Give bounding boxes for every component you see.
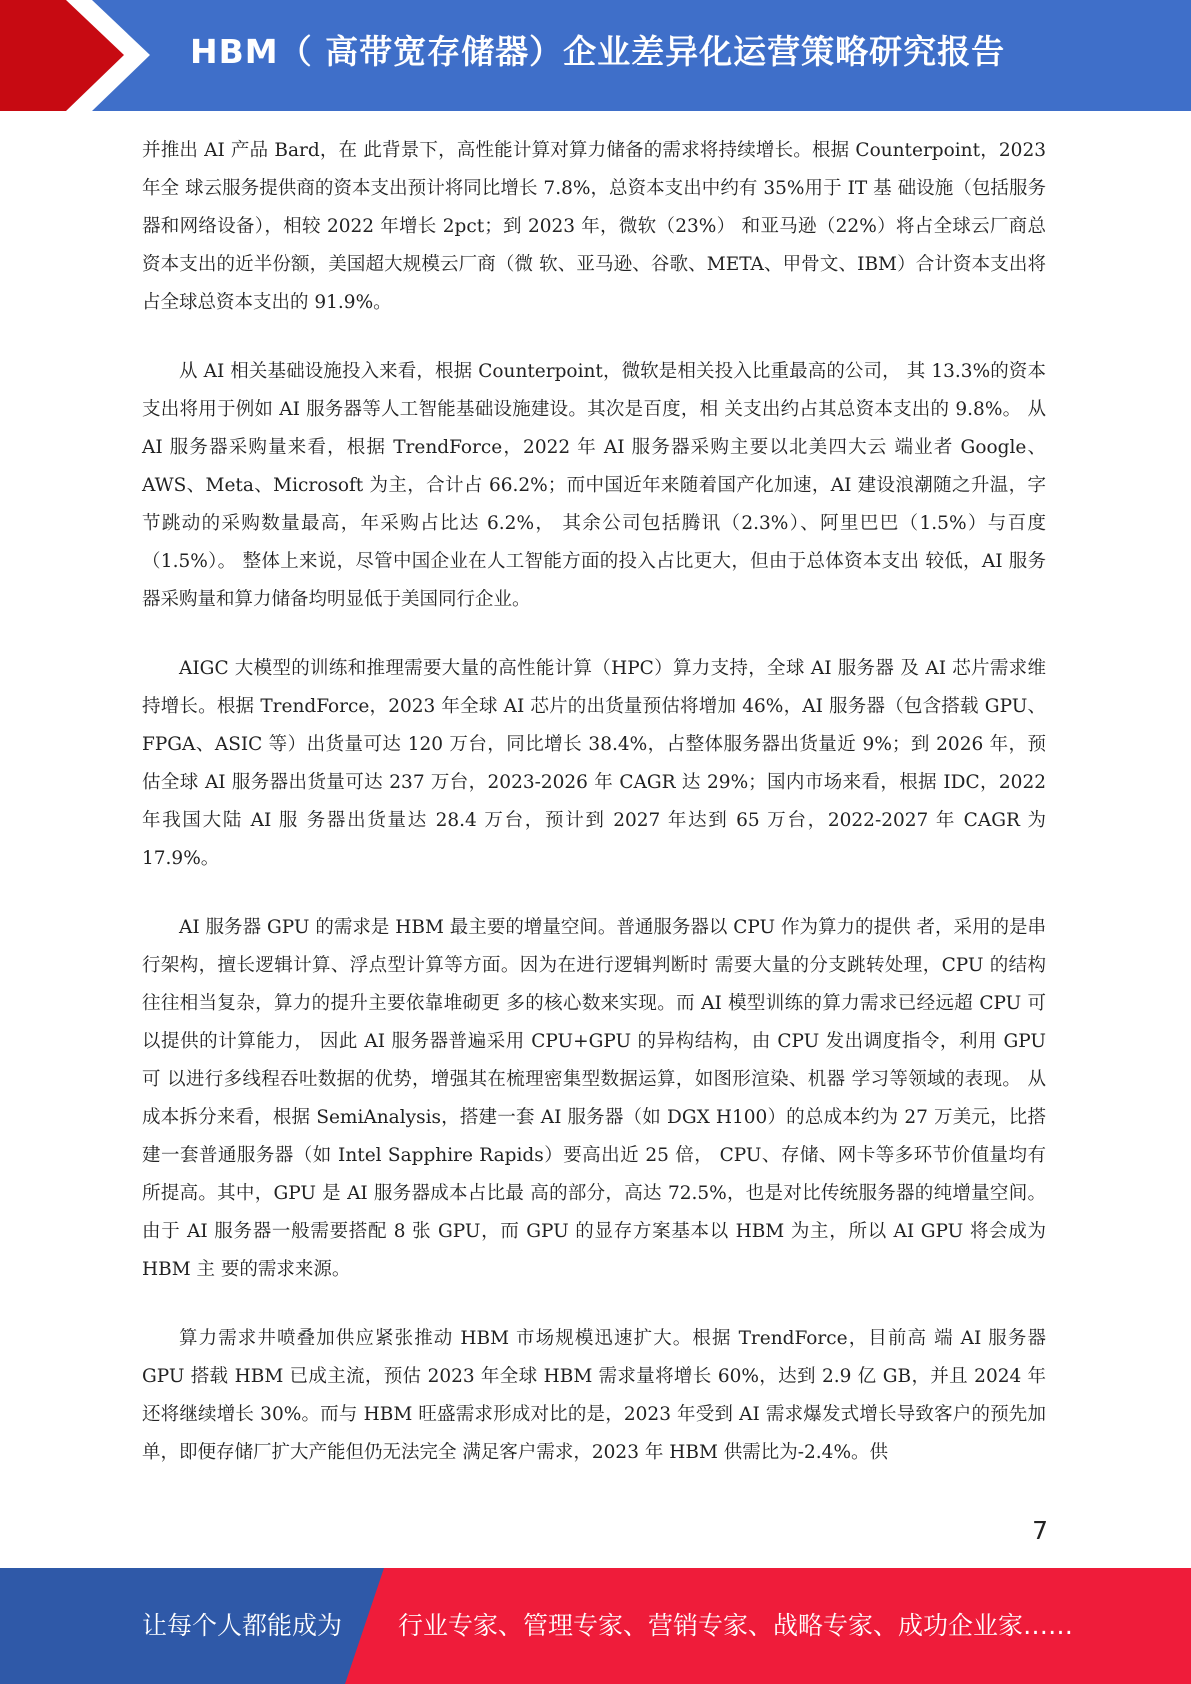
report-title: HBM（ 高带宽存储器）企业差异化运营策略研究报告 xyxy=(190,32,1006,71)
paragraph-2: 从 AI 相关基础设施投入来看，根据 Counterpoint，微软是相关投入比重最高的公司， 其 13.3%的资本支出将用于例如 AI 服务器等人工智能基础设施建设。其次是百度，相 关支出约占其总资本支出的 9.8%。 从 AI 服务器采购量来看，根据 TrendForce，2022 年 AI 服务器采购主要以北美四大云 端业者 Google、AWS、Meta、Microsoft 为主，合计占 66.2%；而中国近年来随着国产化加速，AI 建设浪潮随之升温，字节跳动的采购数量最高，年采购占比达 6.2%， 其余公司包括腾讯（2.3%）、阿里巴巴（1.5%）与百度（1.5%）。 整体上来说，尽管中国企业在人工智能方面的投入占比更大，但由于总体资本支出 较低，AI 服务器采购量和算力储备均明显低于美国同行企业。 xyxy=(142,361,1046,610)
footer-slogan-right: 行业专家、管理专家、营销专家、战略专家、成功企业家…… xyxy=(398,1611,1074,1640)
paragraph-4: AI 服务器 GPU 的需求是 HBM 最主要的增量空间。普通服务器以 CPU 作为算力的提供 者，采用的是串行架构，擅长逻辑计算、浮点型计算等方面。因为在进行逻辑判断时 需要大量的分支跳转处理，CPU 的结构往往相当复杂，算力的提升主要依靠堆砌更 多的核心数来实现。而 AI 模型训练的算力需求已经远超 CPU 可以提供的计算能力， 因此 AI 服务器普遍采用 CPU+GPU 的异构结构，由 CPU 发出调度指令，利用 GPU 可 以进行多线程吞吐数据的优势，增强其在梳理密集型数据运算，如图形渲染、机器 学习等领域的表现。 从成本拆分来看，根据 SemiAnalysis，搭建一套 AI 服务器（如 DGX H100）的总成本约为 27 万美元，比搭建一套普通服务器（如 Intel Sapphire Rapids）要高出近 25 倍， CPU、存储、网卡等多环节价值量均有所提高。其中，GPU 是 AI 服务器成本占比最 高的部分，高达 72.5%，也是对比传统服务器的纯增量空间。由于 AI 服务器一般需要搭配 8 张 GPU，而 GPU 的显存方案基本以 HBM 为主，所以 AI GPU 将会成为 HBM 主 要的需求来源。 xyxy=(142,917,1046,1280)
page-number: 7 xyxy=(1032,1516,1048,1545)
paragraph-1: 并推出 AI 产品 Bard，在 此背景下，高性能计算对算力储备的需求将持续增长。根据 Counterpoint，2023 年全 球云服务提供商的资本支出预计将同比增长 7.8%，总资本支出中约有 35%用于 IT 基 础设施（包括服务器和网络设备），相较 2022 年增长 2pct；到 2023 年，微软（23%） 和亚马逊（22%）将占全球云厂商总资本支出的近半份额，美国超大规模云厂商（微 软、亚马逊、谷歌、META、甲骨文、IBM）合计资本支出将占全球总资本支出的 91.9%。 xyxy=(142,140,1046,313)
page-footer xyxy=(0,1568,1191,1684)
red-arrow-logo xyxy=(0,0,160,111)
page-header xyxy=(0,0,1191,111)
footer-slogan-left: 让每个人都能成为 xyxy=(142,1611,343,1640)
document-body xyxy=(142,132,1046,1503)
paragraph-5: 算力需求井喷叠加供应紧张推动 HBM 市场规模迅速扩大。根据 TrendForce，目前高 端 AI 服务器 GPU 搭载 HBM 已成主流，预估 2023 年全球 HBM 需求量将增长 60%，达到 2.9 亿 GB，并且 2024 年还将继续增长 30%。而与 HBM 旺盛需求形成对比的是，2023 年受到 AI 需求爆发式增长导致客户的预先加单，即便存储厂扩大产能但仍无法完全 满足客户需求，2023 年 HBM 供需比为-2.4%。供 xyxy=(142,1328,1046,1463)
paragraph-3: AIGC 大模型的训练和推理需要大量的高性能计算（HPC）算力支持，全球 AI 服务器 及 AI 芯片需求维持增长。根据 TrendForce，2023 年全球 AI 芯片的出货量预估将增加 46%，AI 服务器（包含搭载 GPU、FPGA、ASIC 等）出货量可达 120 万台，同比增长 38.4%，占整体服务器出货量近 9%；到 2026 年，预估全球 AI 服务器出货量可达 237 万台，2023-2026 年 CAGR 达 29%；国内市场来看，根据 IDC，2022 年我国大陆 AI 服 务器出货量达 28.4 万台，预计到 2027 年达到 65 万台，2022-2027 年 CAGR 为 17.9%。 xyxy=(142,658,1046,869)
